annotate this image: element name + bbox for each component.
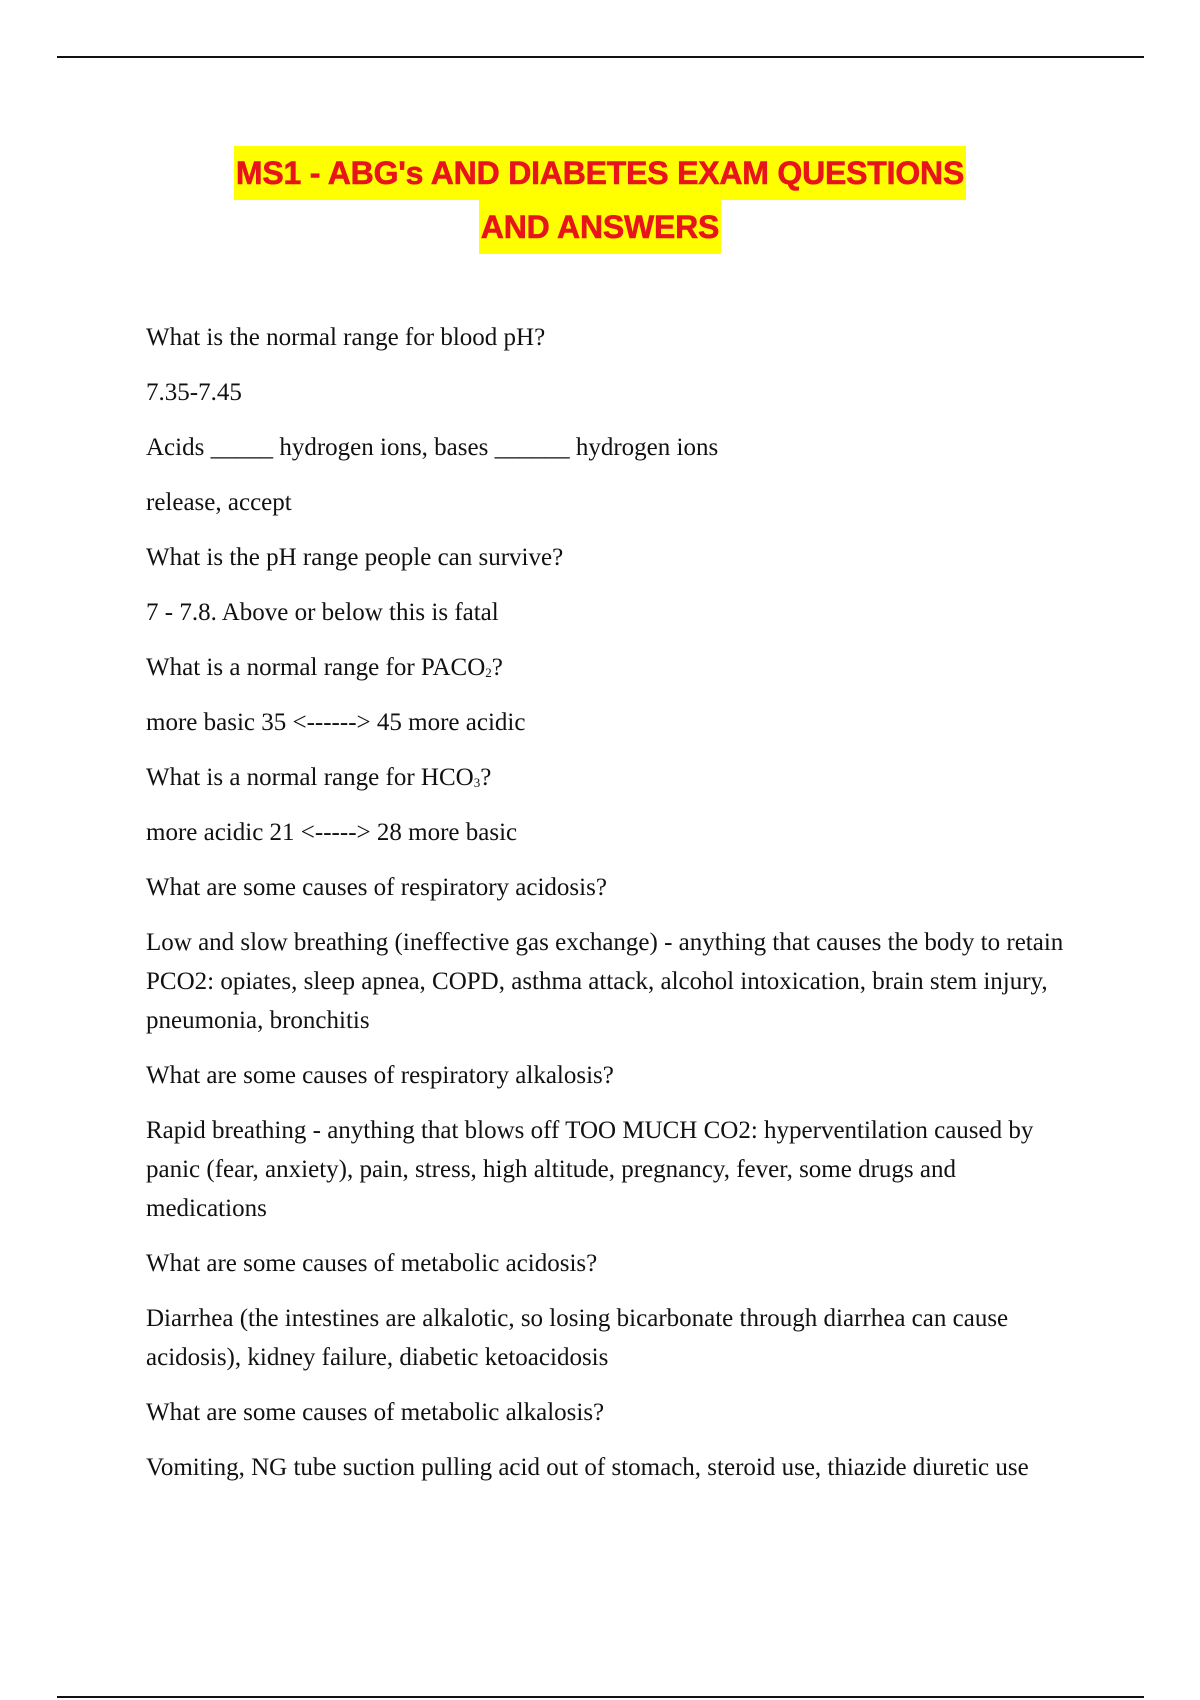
question-text: What is a normal range for PACO [146, 654, 486, 681]
question: What are some causes of respiratory acidosis? [146, 874, 607, 901]
subscript: 2 [485, 665, 492, 680]
question-text: What is a normal range for HCO [146, 764, 474, 791]
answer: 7 - 7.8. Above or below this is fatal [146, 599, 499, 626]
qa-item [146, 318, 1066, 412]
question-end: ? [480, 764, 492, 791]
question: Acids _____ hydrogen ions, bases ______ hydrogen ions [146, 434, 719, 461]
bottom-rule [57, 1696, 1144, 1698]
question-end: ? [491, 654, 503, 681]
question [146, 648, 1066, 687]
qa-item [146, 868, 1066, 1040]
answer: Low and slow breathing (ineffective gas exchange) - anything that causes the body to retain PCO2: opiates, sleep apnea, COPD, asthma attack, alcohol intoxication, brain stem injury, pneumonia, bronchitis [146, 929, 1064, 1034]
qa-item [146, 1056, 1066, 1228]
qa-item [146, 538, 1066, 632]
qa-item [146, 1393, 1066, 1487]
subscript: 3 [473, 775, 481, 790]
question: What are some causes of respiratory alkalosis? [146, 1062, 614, 1089]
qa-item [146, 1244, 1066, 1377]
qa-item [146, 758, 1066, 852]
question: What is the pH range people can survive? [146, 544, 564, 571]
answer: Diarrhea (the intestines are alkalotic, so losing bicarbonate through diarrhea can cause acidosis), kidney failure, diabetic ketoacidosis [146, 1305, 1009, 1371]
answer: more acidic 21 <-----> 28 more basic [146, 819, 518, 846]
qa-list [146, 318, 1066, 1503]
question: What are some causes of metabolic alkalosis? [146, 1399, 605, 1426]
qa-item [146, 428, 1066, 522]
question [146, 758, 1066, 797]
question: What is the normal range for blood pH? [146, 324, 546, 351]
answer: more basic 35 <------> 45 more acidic [146, 709, 526, 736]
answer: 7.35-7.45 [146, 379, 242, 406]
answer: Rapid breathing - anything that blows off TOO MUCH CO2: hyperventilation caused by panic (fear, anxiety), pain, stress, high altitude, pregnancy, fever, some drugs and medications [146, 1117, 1034, 1222]
title-line-1: MS1 - ABG's AND DIABETES EXAM QUESTIONS [234, 146, 966, 200]
title-line-2: AND ANSWERS [479, 200, 721, 254]
top-rule [57, 56, 1144, 58]
qa-item [146, 648, 1066, 742]
answer: release, accept [146, 489, 292, 516]
answer: Vomiting, NG tube suction pulling acid out of stomach, steroid use, thiazide diuretic use [146, 1454, 1029, 1481]
document-title [0, 146, 1200, 254]
question: What are some causes of metabolic acidosis? [146, 1250, 598, 1277]
